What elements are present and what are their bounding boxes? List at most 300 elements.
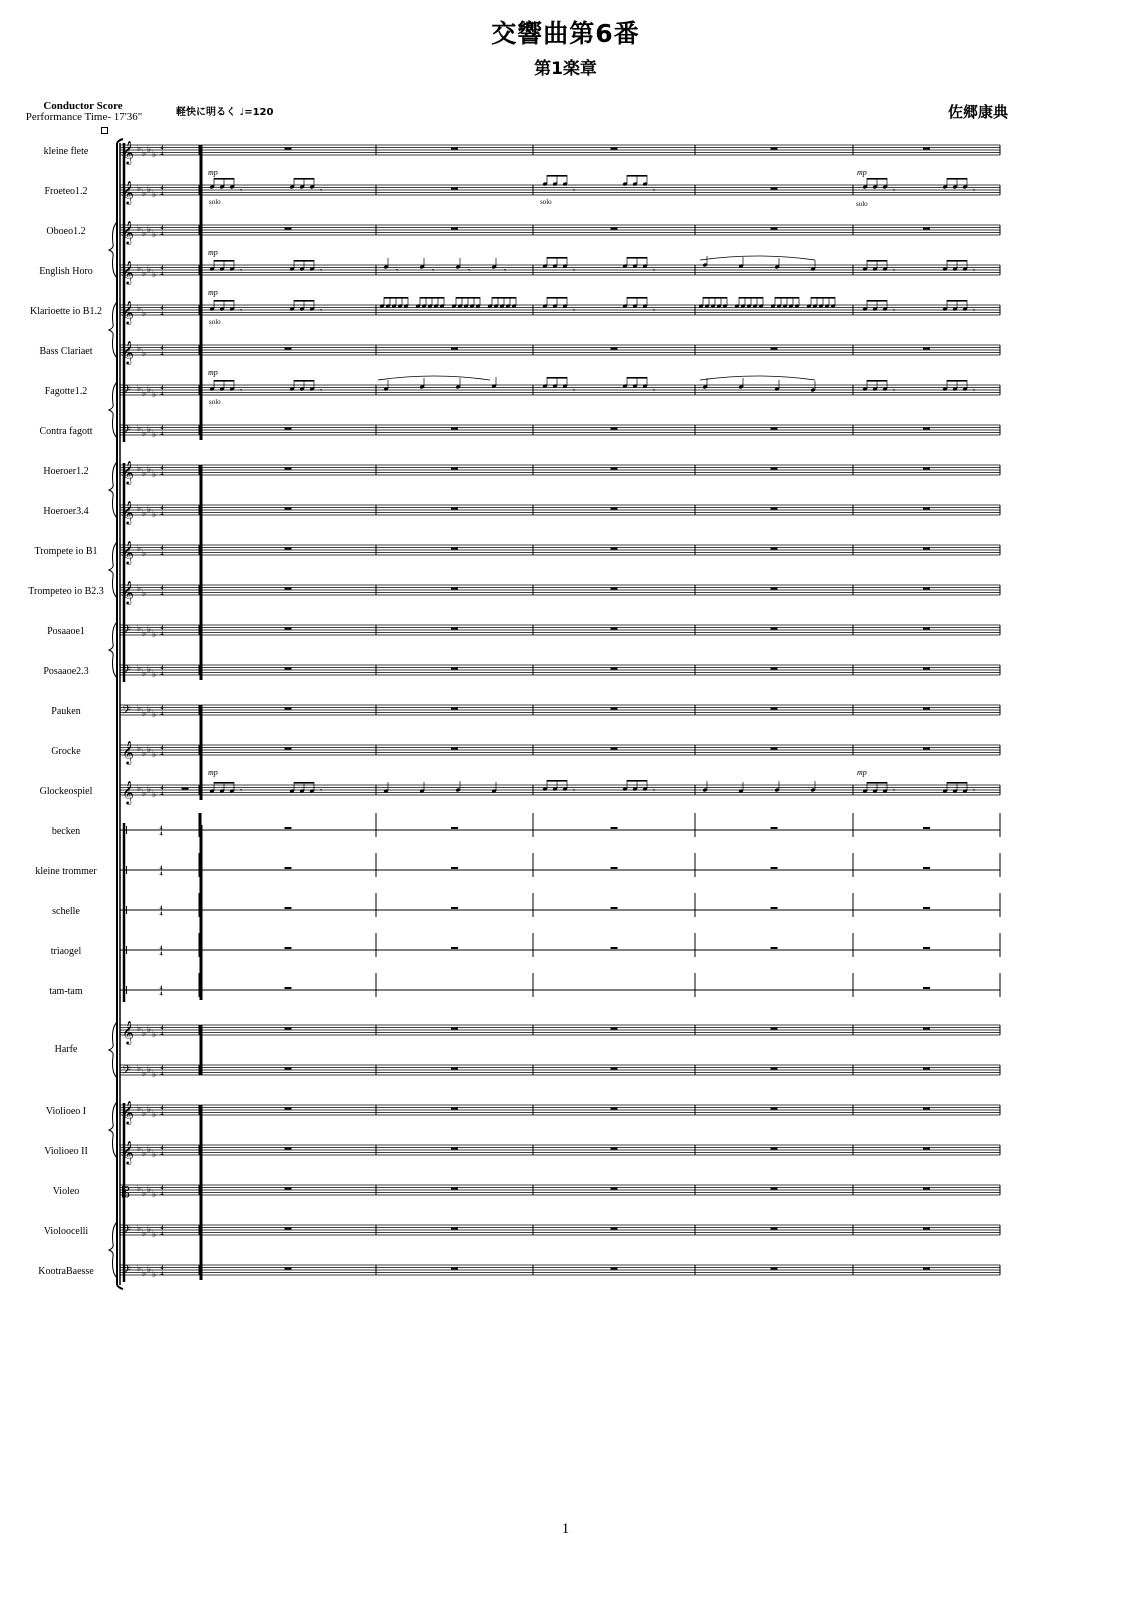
time-sig-bottom: 4 [160, 1111, 164, 1118]
time-sig-bottom: 4 [160, 231, 164, 238]
instrument-name: kleine trommer [35, 866, 97, 877]
flat-sign: ♭ [142, 749, 147, 759]
time-sig-bottom: 4 [160, 151, 164, 158]
instrument-name: Grocke [51, 746, 81, 757]
percussion-clef [126, 986, 127, 994]
eighth-rest: 𝄾 [573, 786, 576, 795]
flat-sign: ♭ [147, 625, 152, 635]
whole-rest [771, 1108, 778, 1110]
whole-rest [771, 1188, 778, 1190]
flat-sign: ♭ [142, 549, 147, 559]
note-beam [294, 300, 314, 302]
time-sig-top: 4 [160, 1225, 164, 1232]
instrument-name: Contra fagott [39, 426, 93, 437]
flat-sign: ♭ [152, 270, 157, 280]
flat-sign: ♭ [152, 630, 157, 640]
eighth-rest: 𝄾 [320, 306, 323, 315]
whole-rest [451, 1028, 458, 1030]
time-sig-top: 4 [160, 265, 164, 272]
whole-rest [285, 987, 292, 989]
flat-sign: ♭ [142, 589, 147, 599]
time-sig-bottom: 4 [160, 711, 164, 718]
eighth-rest: 𝄾 [973, 266, 976, 275]
note-beam [456, 297, 480, 299]
whole-rest [923, 548, 930, 550]
whole-rest [771, 628, 778, 630]
flat-sign: ♭ [142, 1189, 147, 1199]
whole-rest [923, 1148, 930, 1150]
flat-sign: ♭ [137, 584, 142, 594]
whole-rest [285, 548, 292, 550]
whole-rest [923, 947, 930, 949]
flat-sign: ♭ [142, 269, 147, 279]
eighth-rest: 𝄾 [432, 266, 435, 275]
staff-brace [109, 622, 117, 678]
note-beam [867, 260, 887, 262]
treble-clef: 𝄞 [122, 500, 134, 524]
eighth-rest: 𝄾 [893, 306, 896, 315]
flat-sign: ♭ [152, 1230, 157, 1240]
time-sig-bottom: 4 [160, 631, 164, 638]
staff [120, 384, 1000, 400]
whole-rest [771, 148, 778, 150]
instrument-name: Posaaoe1 [47, 626, 85, 637]
time-sig-bottom: 4 [160, 1231, 164, 1238]
whole-rest [611, 748, 618, 750]
performance-time: Performance Time- 17'36" [25, 111, 143, 123]
time-sig-top: 4 [160, 545, 164, 552]
whole-rest [451, 588, 458, 590]
flat-sign: ♭ [137, 424, 142, 434]
whole-rest [611, 1028, 618, 1030]
bass-clef: 𝄢 [122, 1064, 132, 1080]
whole-rest [451, 668, 458, 670]
whole-rest [771, 1068, 778, 1070]
time-sig-top: 4 [160, 305, 164, 312]
staff [120, 460, 1000, 485]
whole-rest [611, 348, 618, 350]
staff [120, 704, 1000, 720]
time-sig-top: 4 [160, 225, 164, 232]
flat-sign: ♭ [152, 750, 157, 760]
staff [120, 664, 1000, 680]
time-sig-top: 4 [160, 585, 164, 592]
whole-rest [451, 548, 458, 550]
instrument-name: Violoocelli [43, 1226, 89, 1237]
staff-brace [109, 462, 117, 518]
whole-rest [451, 188, 458, 190]
time-sig-bottom: 4 [160, 1191, 164, 1198]
whole-rest [771, 668, 778, 670]
flat-sign: ♭ [147, 1225, 152, 1235]
staff-brace [109, 302, 117, 358]
whole-rest [451, 827, 458, 829]
eighth-rest: 𝄾 [240, 266, 243, 275]
eighth-rest: 𝄾 [573, 306, 576, 315]
composer-name: 佐郷康典 [947, 103, 1008, 121]
eighth-rest: 𝄾 [893, 786, 896, 795]
flat-sign: ♭ [152, 1190, 157, 1200]
flat-sign: ♭ [147, 385, 152, 395]
time-sig-bottom: 4 [160, 791, 164, 798]
whole-rest [451, 947, 458, 949]
staff [120, 893, 1000, 918]
dynamic-mark: mp [208, 248, 218, 257]
whole-rest [923, 228, 930, 230]
whole-rest [771, 1228, 778, 1230]
treble-clef: 𝄞 [122, 780, 134, 804]
whole-rest [451, 1148, 458, 1150]
solo-mark: solo [209, 198, 221, 206]
whole-rest [285, 668, 292, 670]
treble-clef: 𝄞 [122, 460, 134, 484]
whole-rest [771, 468, 778, 470]
whole-rest [771, 708, 778, 710]
flat-sign: ♭ [147, 785, 152, 795]
treble-clef: 𝄞 [122, 1100, 134, 1124]
treble-clef: 𝄞 [122, 180, 134, 204]
note-beam [294, 178, 314, 180]
whole-rest [611, 148, 618, 150]
flat-sign: ♭ [152, 470, 157, 480]
staff [120, 260, 1000, 285]
bass-clef: 𝄢 [122, 424, 132, 440]
whole-rest [451, 508, 458, 510]
whole-rest [611, 548, 618, 550]
whole-rest [611, 628, 618, 630]
flat-sign: ♭ [137, 784, 142, 794]
instrument-name: triaogel [50, 946, 82, 957]
whole-rest [923, 1108, 930, 1110]
flat-sign: ♭ [142, 629, 147, 639]
whole-rest [611, 1268, 618, 1270]
whole-rest [923, 1028, 930, 1030]
whole-rest [923, 348, 930, 350]
conductor-score-label: Conductor Score [43, 100, 123, 112]
time-sig-top: 4 [160, 465, 164, 472]
eighth-rest: 𝄾 [240, 186, 243, 195]
eighth-rest: 𝄾 [468, 266, 471, 275]
note-beam [627, 175, 647, 177]
staff [120, 300, 1000, 325]
slur [700, 256, 815, 260]
flat-sign: ♭ [152, 430, 157, 440]
flat-sign: ♭ [147, 425, 152, 435]
whole-rest [771, 1148, 778, 1150]
time-sig-top: 4 [160, 505, 164, 512]
staff [120, 140, 1000, 165]
eighth-rest: 𝄾 [973, 786, 976, 795]
eighth-rest: 𝄾 [573, 186, 576, 195]
note-beam [492, 297, 516, 299]
instrument-name: Klarioette io B1.2 [30, 306, 102, 317]
time-sig-top: 4 [160, 1145, 164, 1152]
whole-rest [923, 907, 930, 909]
time-sig-bottom: 4 [160, 1071, 164, 1078]
whole-rest [923, 428, 930, 430]
instrument-name: English Horo [39, 266, 93, 277]
whole-rest [285, 1148, 292, 1150]
whole-rest [451, 428, 458, 430]
note-beam [775, 297, 799, 299]
treble-clef: 𝄞 [122, 540, 134, 564]
flat-sign: ♭ [142, 789, 147, 799]
flat-sign: ♭ [137, 464, 142, 474]
flat-sign: ♭ [152, 670, 157, 680]
time-sig-bottom: 4 [160, 431, 164, 438]
treble-clef: 𝄞 [122, 220, 134, 244]
slur [378, 376, 490, 380]
time-sig-top: 4 [159, 985, 163, 992]
treble-clef: 𝄞 [122, 1020, 134, 1044]
slur [700, 376, 815, 380]
flat-sign: ♭ [147, 1265, 152, 1275]
time-sig-top: 4 [160, 425, 164, 432]
note-beam [811, 297, 835, 299]
note-beam [420, 297, 444, 299]
eighth-rest: 𝄾 [973, 386, 976, 395]
time-sig-bottom: 4 [160, 1151, 164, 1158]
flat-sign: ♭ [142, 1229, 147, 1239]
flat-sign: ♭ [137, 184, 142, 194]
flat-sign: ♭ [152, 1070, 157, 1080]
whole-rest [285, 748, 292, 750]
whole-rest [285, 947, 292, 949]
whole-rest [611, 1148, 618, 1150]
whole-rest [611, 508, 618, 510]
whole-rest [771, 348, 778, 350]
eighth-rest: 𝄾 [320, 266, 323, 275]
eighth-rest: 𝄾 [573, 386, 576, 395]
staff-brace [109, 222, 117, 278]
note-beam [214, 178, 234, 180]
staff [120, 973, 1000, 998]
whole-rest [923, 628, 930, 630]
time-sig-bottom: 4 [159, 871, 163, 878]
instrument-name: Pauken [51, 706, 81, 717]
eighth-rest: 𝄾 [653, 186, 656, 195]
instrument-name: Violioeo I [45, 1106, 87, 1117]
note-beam [627, 257, 647, 259]
whole-rest [771, 428, 778, 430]
whole-rest [285, 1108, 292, 1110]
eighth-rest: 𝄾 [320, 386, 323, 395]
whole-rest [285, 1028, 292, 1030]
whole-rest [771, 907, 778, 909]
whole-rest [451, 1228, 458, 1230]
flat-sign: ♭ [137, 344, 142, 354]
whole-rest [923, 508, 930, 510]
whole-rest [611, 907, 618, 909]
eighth-rest: 𝄾 [653, 306, 656, 315]
whole-rest [771, 867, 778, 869]
tempo-marking: 軽快に明るく ♩=120 [176, 107, 274, 118]
flat-sign: ♭ [152, 190, 157, 200]
note-beam [867, 300, 887, 302]
eighth-rest: 𝄾 [893, 266, 896, 275]
flat-sign: ♭ [142, 1029, 147, 1039]
whole-rest [451, 228, 458, 230]
flat-sign: ♭ [147, 185, 152, 195]
whole-rest [285, 628, 292, 630]
bass-clef: 𝄢 [122, 704, 132, 720]
score-title: 交響曲第6番 [491, 19, 640, 48]
flat-sign: ♭ [137, 224, 142, 234]
whole-rest [611, 668, 618, 670]
dynamic-mark: mp [857, 168, 867, 177]
treble-clef: 𝄞 [122, 300, 134, 324]
time-sig-top: 4 [160, 185, 164, 192]
flat-sign: ♭ [142, 309, 147, 319]
staff [120, 540, 1000, 565]
dynamic-mark: mp [208, 768, 218, 777]
flat-sign: ♭ [142, 469, 147, 479]
note-beam [547, 780, 567, 782]
staff [120, 780, 1000, 805]
eighth-rest: 𝄾 [893, 386, 896, 395]
flat-sign: ♭ [137, 664, 142, 674]
flat-sign: ♭ [152, 1110, 157, 1120]
instrument-name: Froeteo1.2 [44, 186, 88, 197]
flat-sign: ♭ [152, 510, 157, 520]
staff [120, 1140, 1000, 1165]
whole-rest [285, 1228, 292, 1230]
staff [120, 1020, 1000, 1045]
treble-clef: 𝄞 [122, 140, 134, 164]
note-beam [384, 297, 408, 299]
flat-sign: ♭ [142, 429, 147, 439]
flat-sign: ♭ [147, 1065, 152, 1075]
whole-rest [451, 1108, 458, 1110]
flat-sign: ♭ [147, 465, 152, 475]
flat-sign: ♭ [147, 1105, 152, 1115]
whole-rest [611, 947, 618, 949]
flat-sign: ♭ [152, 710, 157, 720]
whole-rest [611, 468, 618, 470]
staff [120, 580, 1000, 605]
whole-rest [451, 1188, 458, 1190]
note-beam [703, 297, 727, 299]
whole-rest [285, 708, 292, 710]
percussion-clef [126, 946, 127, 954]
flat-sign: ♭ [147, 1025, 152, 1035]
staff [120, 740, 1000, 765]
staff-brace [109, 382, 117, 438]
movement-subtitle: 第1楽章 [534, 59, 597, 79]
staff [120, 813, 1000, 838]
note-beam [547, 175, 567, 177]
flat-sign: ♭ [142, 349, 147, 359]
staff [120, 1224, 1000, 1240]
instrument-name: Violioeo II [44, 1146, 88, 1157]
instrument-name: Oboeo1.2 [46, 226, 86, 237]
staff [120, 1264, 1000, 1280]
time-sig-bottom: 4 [160, 271, 164, 278]
instrument-name: Trompeteo io B2.3 [28, 586, 104, 597]
solo-mark: solo [209, 318, 221, 326]
time-sig-bottom: 4 [160, 471, 164, 478]
instrument-name: Hoeroer3.4 [43, 506, 89, 517]
note-beam [627, 780, 647, 782]
time-sig-top: 4 [160, 665, 164, 672]
whole-rest [771, 228, 778, 230]
staff [120, 500, 1000, 525]
whole-rest [771, 827, 778, 829]
time-sig-top: 4 [160, 1105, 164, 1112]
dynamic-mark: mp [208, 368, 218, 377]
instrument-name: Glockeospiel [39, 786, 93, 797]
flat-sign: ♭ [142, 229, 147, 239]
whole-rest [451, 708, 458, 710]
whole-rest [923, 668, 930, 670]
instrument-name: schelle [52, 906, 80, 917]
note-beam [739, 297, 763, 299]
eighth-rest: 𝄾 [653, 386, 656, 395]
solo-mark: solo [540, 198, 552, 206]
instrument-name: Harfe [54, 1044, 78, 1055]
page-number: 1 [561, 1521, 570, 1537]
flat-sign: ♭ [147, 1185, 152, 1195]
eighth-rest: 𝄾 [573, 266, 576, 275]
eighth-rest: 𝄾 [240, 386, 243, 395]
whole-rest [611, 588, 618, 590]
whole-rest [611, 1108, 618, 1110]
time-sig-bottom: 4 [160, 751, 164, 758]
staff [120, 220, 1000, 245]
staff [120, 340, 1000, 365]
whole-rest [451, 148, 458, 150]
whole-rest [451, 748, 458, 750]
note-beam [214, 300, 234, 302]
whole-rest [451, 1068, 458, 1070]
treble-clef: 𝄞 [122, 740, 134, 764]
note-beam [867, 178, 887, 180]
whole-rest [923, 827, 930, 829]
note-beam [294, 260, 314, 262]
dynamic-mark: mp [857, 768, 867, 777]
percussion-clef [126, 866, 127, 874]
time-sig-bottom: 4 [160, 1031, 164, 1038]
flat-sign: ♭ [137, 544, 142, 554]
time-sig-top: 4 [159, 825, 163, 832]
flat-sign: ♭ [137, 144, 142, 154]
flat-sign: ♭ [152, 1270, 157, 1280]
flat-sign: ♭ [137, 744, 142, 754]
eighth-rest: 𝄾 [893, 186, 896, 195]
staff [120, 424, 1000, 440]
time-sig-top: 4 [160, 345, 164, 352]
time-sig-top: 4 [160, 1025, 164, 1032]
flat-sign: ♭ [152, 790, 157, 800]
whole-rest [451, 867, 458, 869]
flat-sign: ♭ [152, 390, 157, 400]
note-beam [627, 377, 647, 379]
whole-rest [285, 148, 292, 150]
whole-rest [285, 508, 292, 510]
treble-clef: 𝄞 [122, 260, 134, 284]
whole-rest [285, 588, 292, 590]
flat-sign: ♭ [152, 1150, 157, 1160]
time-sig-bottom: 4 [159, 911, 163, 918]
whole-rest [771, 188, 778, 190]
time-sig-bottom: 4 [160, 551, 164, 558]
whole-rest [285, 428, 292, 430]
note-beam [947, 380, 967, 382]
time-sig-top: 4 [160, 1265, 164, 1272]
whole-rest [771, 1028, 778, 1030]
eighth-rest: 𝄾 [240, 786, 243, 795]
treble-clef: 𝄞 [122, 580, 134, 604]
